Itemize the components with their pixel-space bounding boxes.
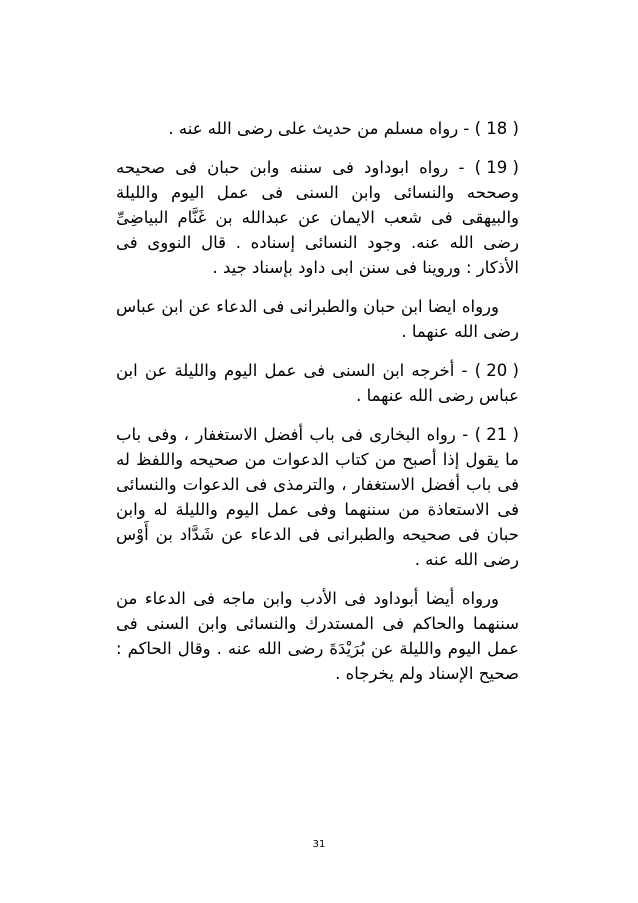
footnotes-body	[116, 116, 519, 700]
page-number: 31	[312, 839, 326, 850]
footnote-21-continuation	[116, 586, 519, 686]
footnote-text: - رواه ابوداود فى سننه وابن حبان فى صحيحه وصححه والنسائى وابن السنى فى عمل اليوم والليلة والبيهقى فى شعب الايمان عن عبدالله بن غَنَّام البياضِىِّ رضى الله عنه. وجود النسائى إسناده . قال النووى فى الأذكار : وروينا فى سنن ابى داود بإسناد جيد .	[116, 158, 519, 277]
footnote-number: ( 18 )	[474, 119, 519, 138]
footnote-21	[116, 422, 519, 572]
footnote-19-continuation	[116, 294, 519, 344]
footnote-text: - رواه البخارى فى باب أفضل الاستغفار ، وفى باب ما يقول إذا أصبح من كتاب الدعوات من صحيحه واللفظ له فى باب أفضل الاستغفار ، والترمذى فى الدعوات والنسائى فى الاستعاذة من سننهما وفى عمل اليوم والليلة له وابن حبان فى صحيحه والطبرانى فى الدعاء عن شَدَّاد بن أَوْس رضى الله عنه .	[116, 425, 519, 569]
footnote-number: ( 20 )	[474, 361, 519, 380]
footnote-text: - رواه مسلم من حديث على رضى الله عنه .	[168, 119, 475, 138]
footnote-19	[116, 155, 519, 280]
footnote-number: ( 19 )	[474, 158, 519, 177]
footnote-20	[116, 358, 519, 408]
footnote-number: ( 21 )	[474, 425, 519, 444]
footnote-text: ورواه أيضا أبوداود فى الأدب وابن ماجه فى الدعاء من سننهما والحاكم فى المستدرك والنسائى وابن السنى فى عمل اليوم والليلة عن بُرَيْدَةَ رضى الله عنه . وقال الحاكم : صحيح الإسناد ولم يخرجاه .	[116, 589, 519, 683]
footnote-text: ورواه ايضا ابن حبان والطبرانى فى الدعاء عن ابن عباس رضى الله عنهما .	[116, 297, 519, 341]
footnote-text: - أخرجه ابن السنى فى عمل اليوم والليلة عن ابن عباس رضى الله عنهما .	[116, 361, 519, 405]
footnote-18	[116, 116, 519, 141]
